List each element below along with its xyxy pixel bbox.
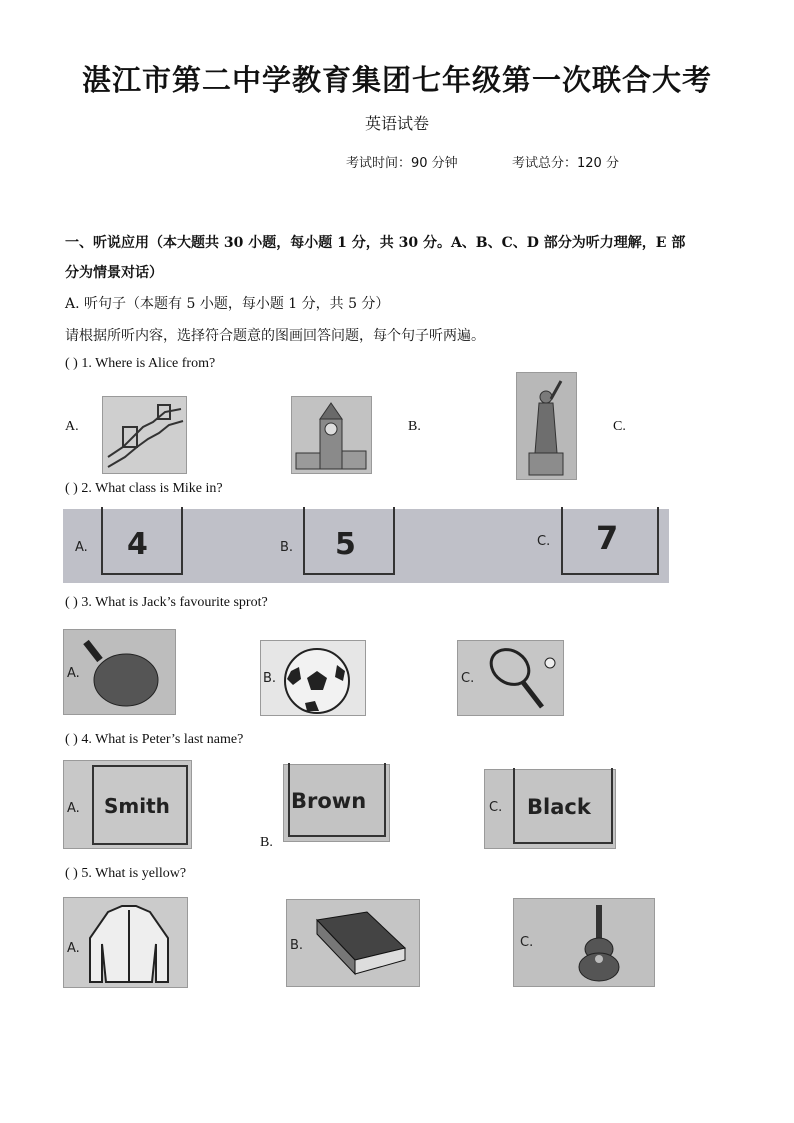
q2-label-a: A. — [75, 540, 88, 555]
exam-title: 湛江市第二中学教育集团七年级第一次联合大考 — [81, 63, 712, 97]
ping-pong-paddle-icon — [64, 630, 175, 714]
q5-label-c: C. — [520, 935, 534, 950]
section-heading-line2: 分为情景对话） — [65, 265, 163, 281]
ping-pong-image — [63, 629, 176, 715]
big-ben-icon — [292, 397, 371, 473]
jacket-image — [63, 897, 188, 988]
class-number-strip — [63, 509, 669, 583]
q2-label-b: B. — [280, 540, 294, 555]
statue-of-liberty-image — [516, 372, 577, 480]
q2-label-c: C. — [537, 534, 551, 549]
exam-score: 考试总分：120 分 — [512, 156, 619, 171]
name-smith: Smith — [104, 794, 170, 818]
exam-subtitle: 英语试卷 — [364, 114, 429, 133]
soccer-ball-icon — [261, 641, 365, 715]
question-1-stem: ( ) 1. Where is Alice from? — [65, 356, 216, 371]
name-black: Black — [527, 795, 591, 819]
question-5-stem: ( ) 5. What is yellow? — [65, 866, 187, 881]
q1-label-a: A. — [65, 419, 79, 434]
exam-time: 考试时间：90 分钟 — [346, 156, 458, 171]
instruction-text: 请根据所听内容，选择符合题意的图画回答问题，每个句子听两遍。 — [65, 328, 485, 344]
q1-label-b: B. — [408, 419, 421, 434]
class-4-number: 4 — [127, 527, 148, 562]
q3-label-b: B. — [263, 671, 277, 686]
great-wall-icon — [103, 397, 186, 473]
great-wall-image — [102, 396, 187, 474]
name-brown: Brown — [291, 789, 367, 813]
brown-card — [283, 764, 390, 842]
q4-label-b: B. — [260, 835, 273, 850]
statue-of-liberty-icon — [517, 373, 576, 479]
black-card — [484, 769, 616, 849]
book-icon — [287, 900, 419, 986]
q1-label-c: C. — [613, 419, 626, 434]
jacket-icon — [64, 898, 187, 987]
soccer-ball-image — [260, 640, 366, 716]
q5-label-a: A. — [67, 941, 80, 956]
part-a-heading: A. 听句子（本题有 5 小题，每小题 1 分，共 5 分） — [65, 296, 390, 312]
question-3-stem: ( ) 3. What is Jack’s favourite sprot? — [65, 595, 268, 610]
q5-label-b: B. — [290, 938, 304, 953]
guitar-icon — [514, 899, 654, 986]
q3-label-c: C. — [461, 671, 475, 686]
q4-label-c: C. — [489, 800, 503, 815]
tennis-racket-icon — [458, 641, 563, 715]
class-5-number: 5 — [335, 527, 356, 562]
section-heading-line1: 一、听说应用（本大题共 30 小题，每小题 1 分，共 30 分。A、B、C、D 部分为听力理解，E 部 — [65, 235, 686, 251]
class-7-number: 7 — [596, 519, 619, 557]
question-4-stem: ( ) 4. What is Peter’s last name? — [65, 732, 244, 747]
smith-card — [63, 760, 192, 849]
book-image — [286, 899, 420, 987]
q4-label-a: A. — [67, 801, 80, 816]
guitar-image — [513, 898, 655, 987]
q3-label-a: A. — [67, 666, 80, 681]
tennis-image — [457, 640, 564, 716]
big-ben-image — [291, 396, 372, 474]
question-2-stem: ( ) 2. What class is Mike in? — [65, 481, 223, 496]
